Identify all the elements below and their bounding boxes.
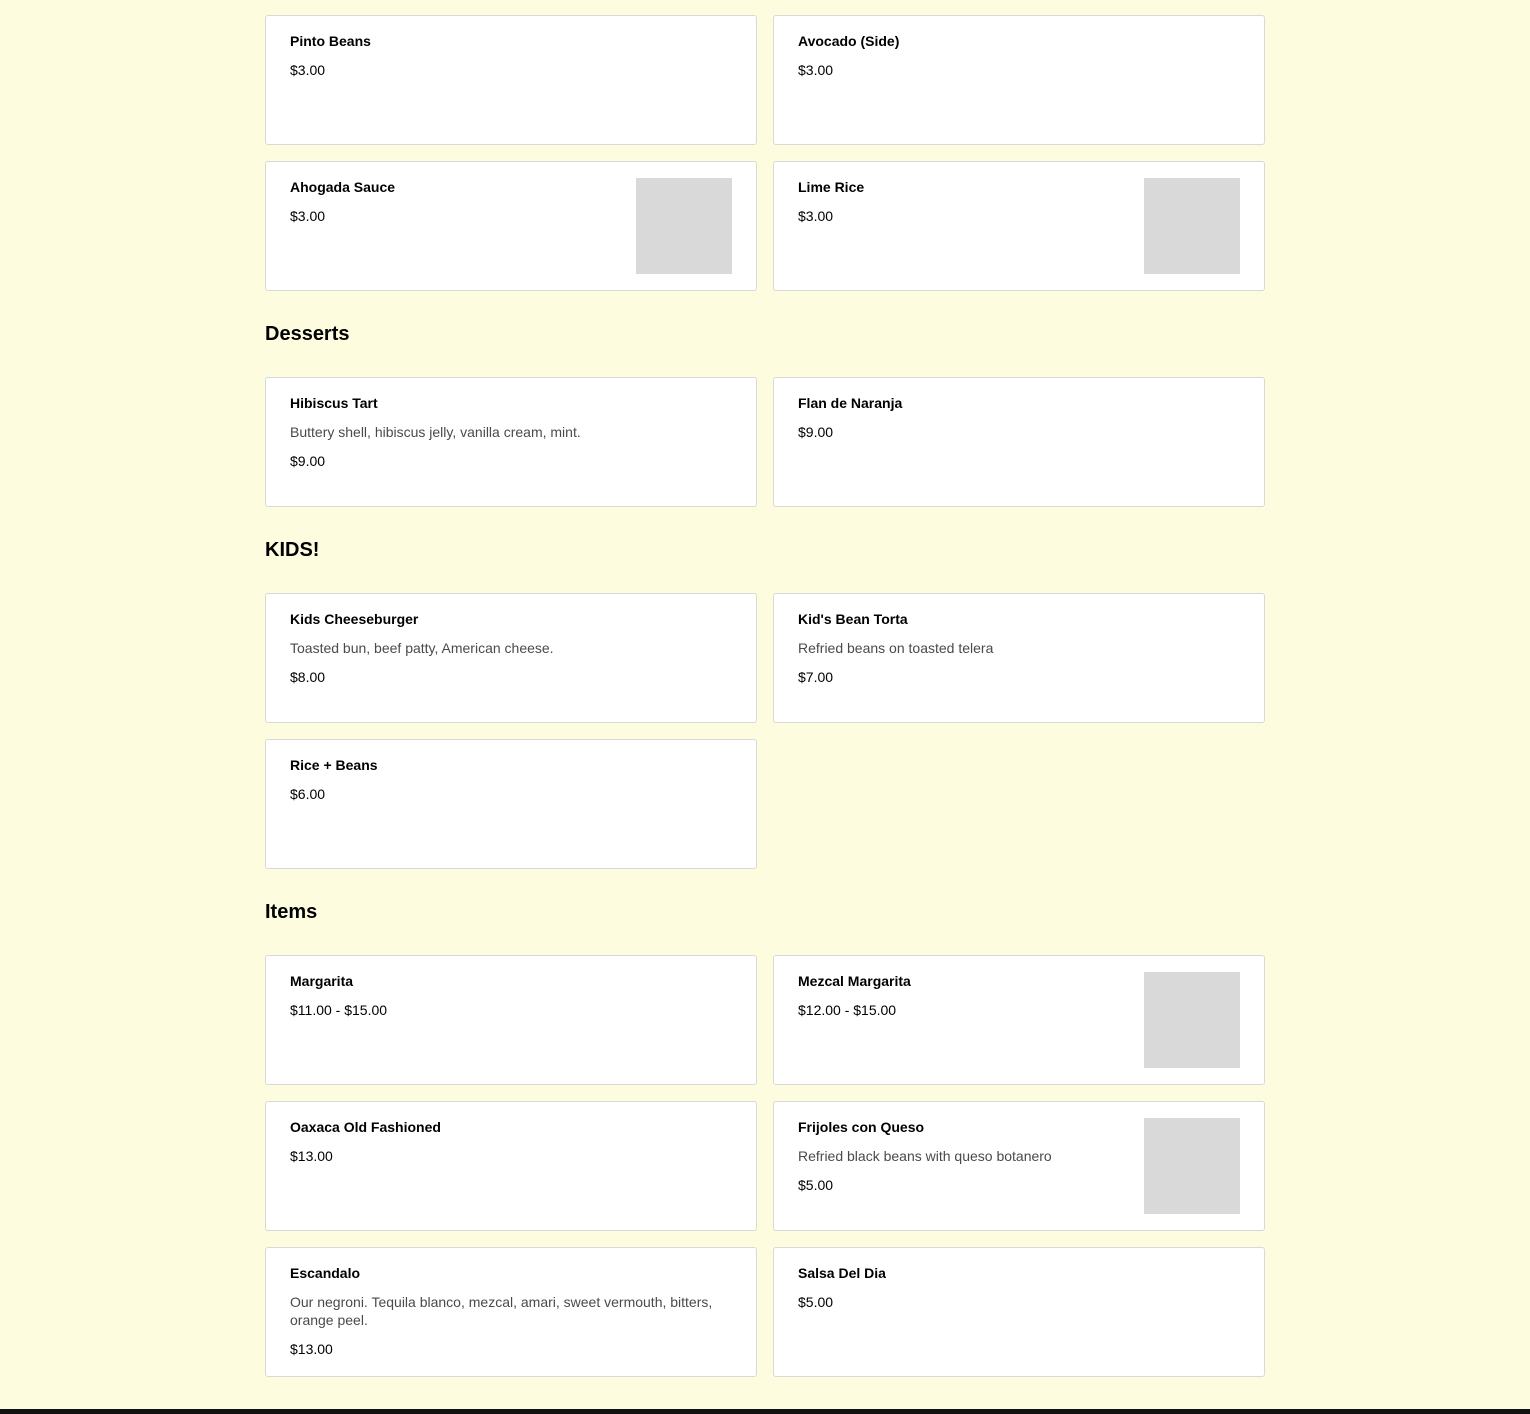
menu-item-card[interactable] [265,1247,757,1377]
item-price: $3.00 [798,62,834,78]
item-price: $9.00 [798,424,834,440]
menu-item-card[interactable] [773,161,1265,291]
menu-item-card[interactable] [773,15,1265,145]
section-title: Items [265,900,318,923]
menu-item-card[interactable] [265,161,757,291]
item-name: Salsa Del Dia [798,1265,886,1281]
menu-item-card[interactable] [265,739,757,869]
footer-bar [0,1409,1530,1414]
item-price: $3.00 [290,208,326,224]
item-description: Buttery shell, hibiscus jelly, vanilla cream, mint. [290,424,581,440]
menu-item-card[interactable] [265,377,757,507]
item-price: $13.00 [290,1341,333,1357]
item-price: $11.00 - $15.00 [290,1002,388,1018]
item-image-placeholder [1144,972,1240,1068]
item-name: Oaxaca Old Fashioned [290,1119,441,1135]
item-name: Kid's Bean Torta [798,611,908,627]
menu-item-card[interactable] [773,955,1265,1085]
menu-item-card[interactable] [265,593,757,723]
menu-item-card[interactable] [773,593,1265,723]
menu-item-card[interactable] [773,1247,1265,1377]
menu-section [265,507,1265,869]
item-price: $3.00 [290,62,326,78]
section-title: Desserts [265,322,350,345]
item-grid [265,593,1265,869]
menu-item-card[interactable] [773,1101,1265,1231]
item-price: $6.00 [290,786,326,802]
section-title: KIDS! [265,538,320,561]
menu-item-card[interactable] [265,1101,757,1231]
item-price: $12.00 - $15.00 [798,1002,897,1018]
menu [265,15,1265,1377]
item-price: $5.00 [798,1177,834,1193]
item-name: Pinto Beans [290,33,371,49]
item-price: $13.00 [290,1148,333,1164]
item-grid [265,955,1265,1377]
item-name: Mezcal Margarita [798,973,911,989]
menu-section [265,291,1265,507]
item-price: $8.00 [290,669,326,685]
menu-item-card[interactable] [265,15,757,145]
item-grid [265,15,1265,291]
menu-item-card[interactable] [773,377,1265,507]
item-name: Flan de Naranja [798,395,903,411]
item-image-placeholder [636,178,732,274]
menu-section [265,869,1265,1377]
item-image-placeholder [1144,1118,1240,1214]
item-price: $9.00 [290,453,326,469]
item-name: Escandalo [290,1265,361,1281]
item-name: Kids Cheeseburger [290,611,419,627]
item-name: Rice + Beans [290,757,378,773]
menu-section [265,15,1265,291]
item-price: $7.00 [798,669,834,685]
item-name: Frijoles con Queso [798,1119,925,1135]
item-name: Ahogada Sauce [290,179,396,195]
item-grid [265,377,1265,507]
item-name: Margarita [290,973,354,989]
item-description: Refried beans on toasted telera [798,640,994,656]
item-image-placeholder [1144,178,1240,274]
item-price: $5.00 [798,1294,834,1310]
item-price: $3.00 [798,208,834,224]
item-name: Avocado (Side) [798,33,900,49]
item-name: Hibiscus Tart [290,395,378,411]
item-name: Lime Rice [798,179,865,195]
item-description: Refried black beans with queso botanero [798,1148,1052,1164]
item-description: Toasted bun, beef patty, American cheese. [290,640,554,656]
menu-item-card[interactable] [265,955,757,1085]
item-description: Our negroni. Tequila blanco, mezcal, amari, sweet vermouth, bitters, orange peel. [290,1294,713,1328]
